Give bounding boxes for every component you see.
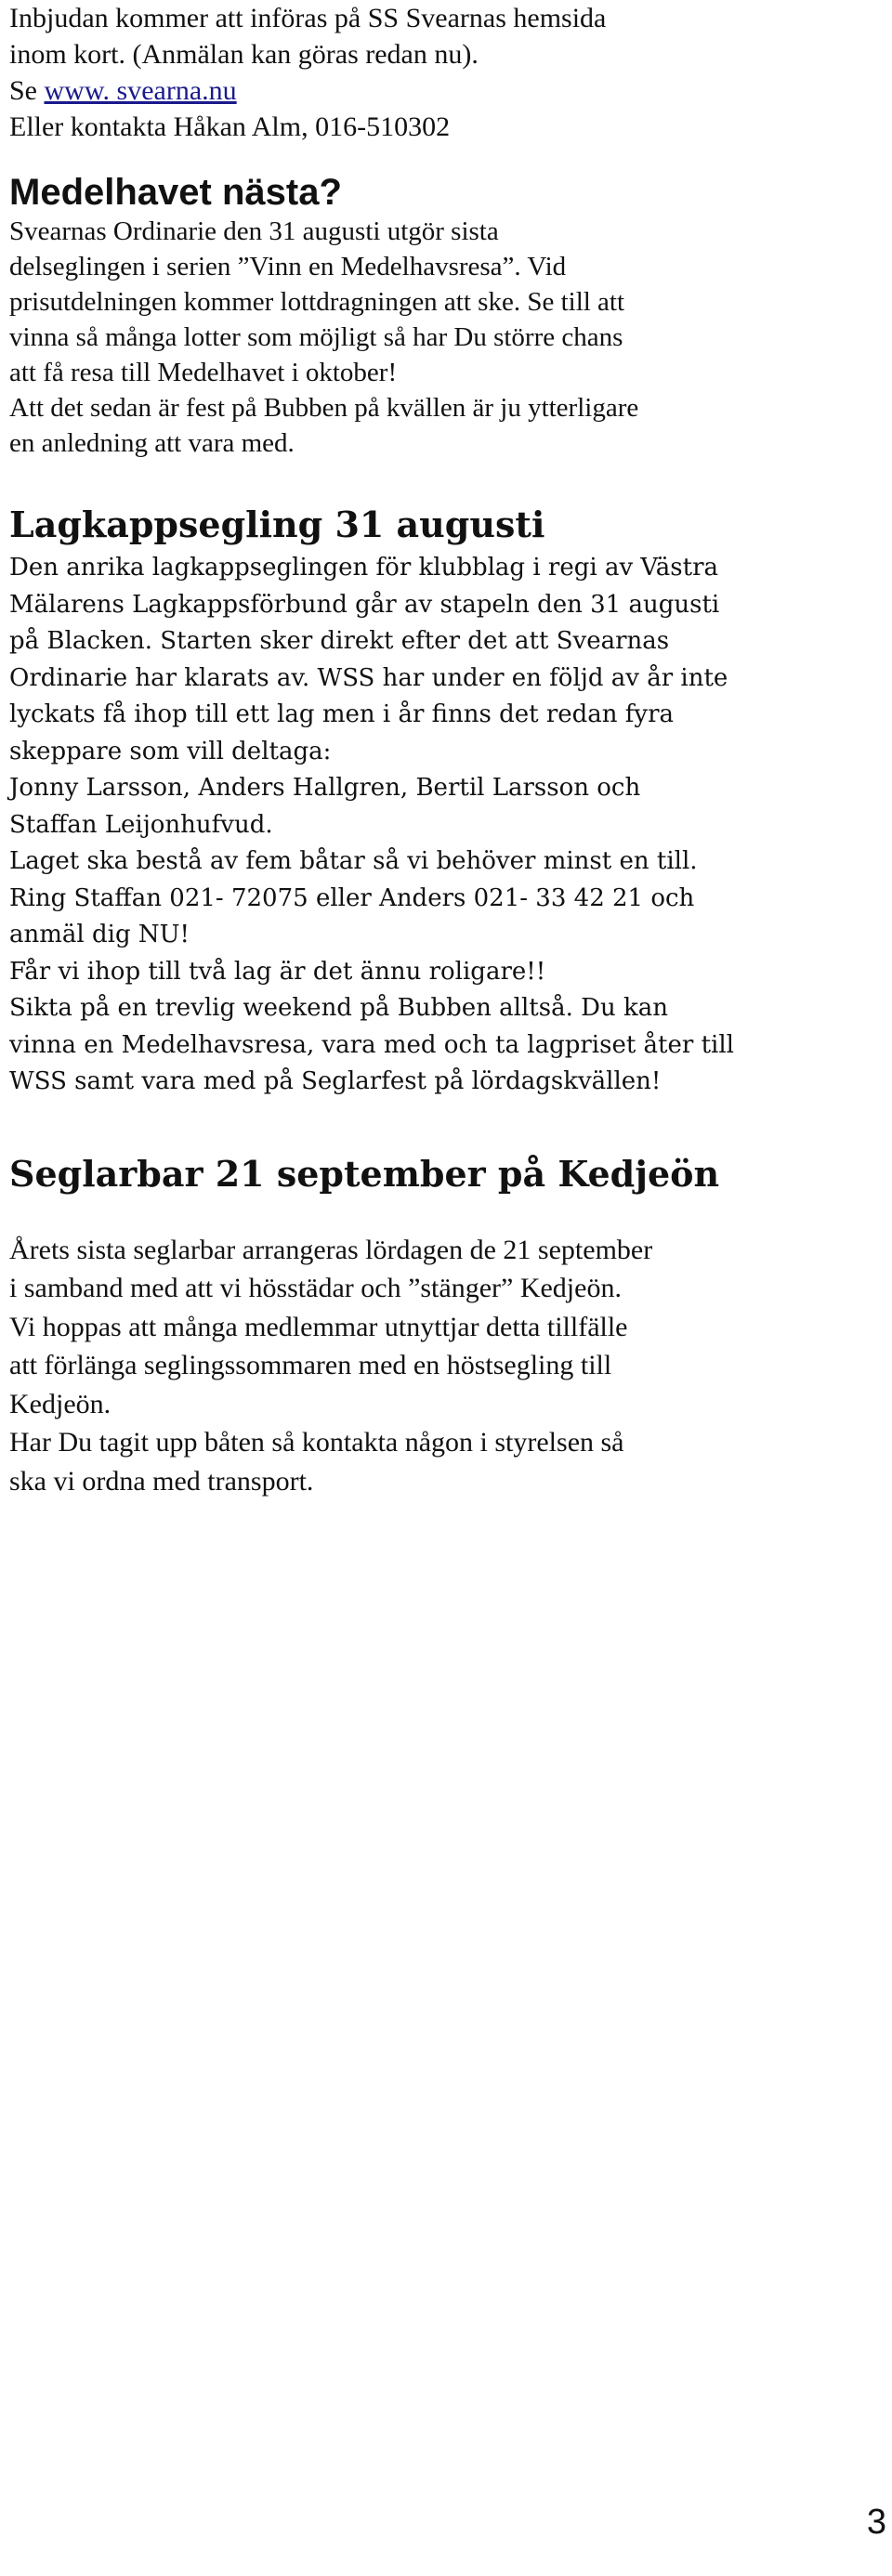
paragraph-line: Ordinarie har klarats av. WSS har under en följd av år inte: [9, 663, 728, 692]
paragraph-line: anmäl dig NU!: [9, 921, 190, 948]
paragraph-line: vinna en Medelhavsresa, vara med och ta lagpriset åter till: [9, 1030, 734, 1059]
paragraph-line: en anledning att vara med.: [9, 428, 295, 458]
paragraph-line: Får vi ihop till två lag är det ännu roligare!!: [9, 957, 546, 986]
section-seglarbar: [9, 1149, 846, 1501]
paragraph-line: Vi hoppas att många medlemmar utnyttjar detta tillfälle: [9, 1311, 628, 1342]
intro-block: [9, 0, 846, 145]
section-body: [9, 1231, 846, 1501]
intro-line: inom kort. (Anmälan kan göras redan nu).: [9, 39, 479, 70]
section-title: Lagkappsegling 31 augusti: [9, 503, 545, 545]
paragraph-line: prisutdelningen kommer lottdragningen att ske. Se till att: [9, 287, 625, 317]
paragraph-line: Staffan Leijonhufvud.: [9, 810, 273, 839]
paragraph-line: att få resa till Medelhavet i oktober!: [9, 358, 398, 387]
paragraph-line: skeppare som vill deltaga:: [9, 737, 332, 765]
paragraph-line: på Blacken. Starten sker direkt efter det att Svearnas: [9, 627, 670, 655]
paragraph-line: Har Du tagit upp båten så kontakta någon i styrelsen så: [9, 1427, 624, 1458]
section-title: Medelhavet nästa?: [9, 172, 342, 213]
paragraph-line: lyckats få ihop till ett lag men i år finns det redan fyra: [9, 700, 675, 728]
paragraph-line: Ring Staffan 021- 72075 eller Anders 021- 33 42 21 och: [9, 883, 695, 912]
website-link[interactable]: www. svearna.nu: [44, 75, 237, 106]
paragraph-line: WSS samt vara med på Seglarfest på lördagskvällen!: [9, 1067, 662, 1095]
paragraph-line: Jonny Larsson, Anders Hallgren, Bertil Larsson och: [9, 774, 641, 802]
newsletter-page: [9, 0, 846, 1500]
paragraph-line: ska vi ordna med transport.: [9, 1465, 314, 1497]
section-title: Seglarbar 21 september på Kedjeön: [9, 1152, 720, 1195]
intro-line: [9, 72, 846, 109]
intro-line: Inbjudan kommer att införas på SS Svearnas hemsida: [9, 3, 607, 33]
paragraph-line: Svearnas Ordinarie den 31 augusti utgör sista: [9, 216, 499, 246]
paragraph-line: Laget ska bestå av fem båtar så vi behöver minst en till.: [9, 847, 698, 875]
section-medelhavet: [9, 171, 846, 461]
section-lagkappsegling: [9, 500, 846, 1101]
paragraph-line: Mälarens Lagkappsförbund går av stapeln den 31 augusti: [9, 590, 720, 619]
paragraph-line: vinna så många lotter som möjligt så har Du större chans: [9, 322, 623, 352]
paragraph-line: Årets sista seglarbar arrangeras lördagen de 21 september: [9, 1234, 653, 1265]
paragraph-line: Att det sedan är fest på Bubben på kvällen är ju ytterligare: [9, 393, 639, 423]
intro-se-label: Se: [9, 75, 45, 106]
page-number: 3: [866, 2503, 886, 2542]
paragraph-line: Kedjeön.: [9, 1388, 112, 1419]
paragraph-line: Sikta på en trevlig weekend på Bubben alltså. Du kan: [9, 994, 668, 1022]
paragraph-line: i samband med att vi hösstädar och ”stänger” Kedjeön.: [9, 1273, 622, 1303]
paragraph-line: Den anrika lagkappseglingen för klubblag i regi av Västra: [9, 554, 719, 582]
paragraph-line: att förlänga seglingssommaren med en höstsegling till: [9, 1350, 612, 1380]
paragraph-line: delseglingen i serien ”Vinn en Medelhavsresa”. Vid: [9, 252, 567, 281]
intro-line: Eller kontakta Håkan Alm, 016-510302: [9, 111, 451, 142]
